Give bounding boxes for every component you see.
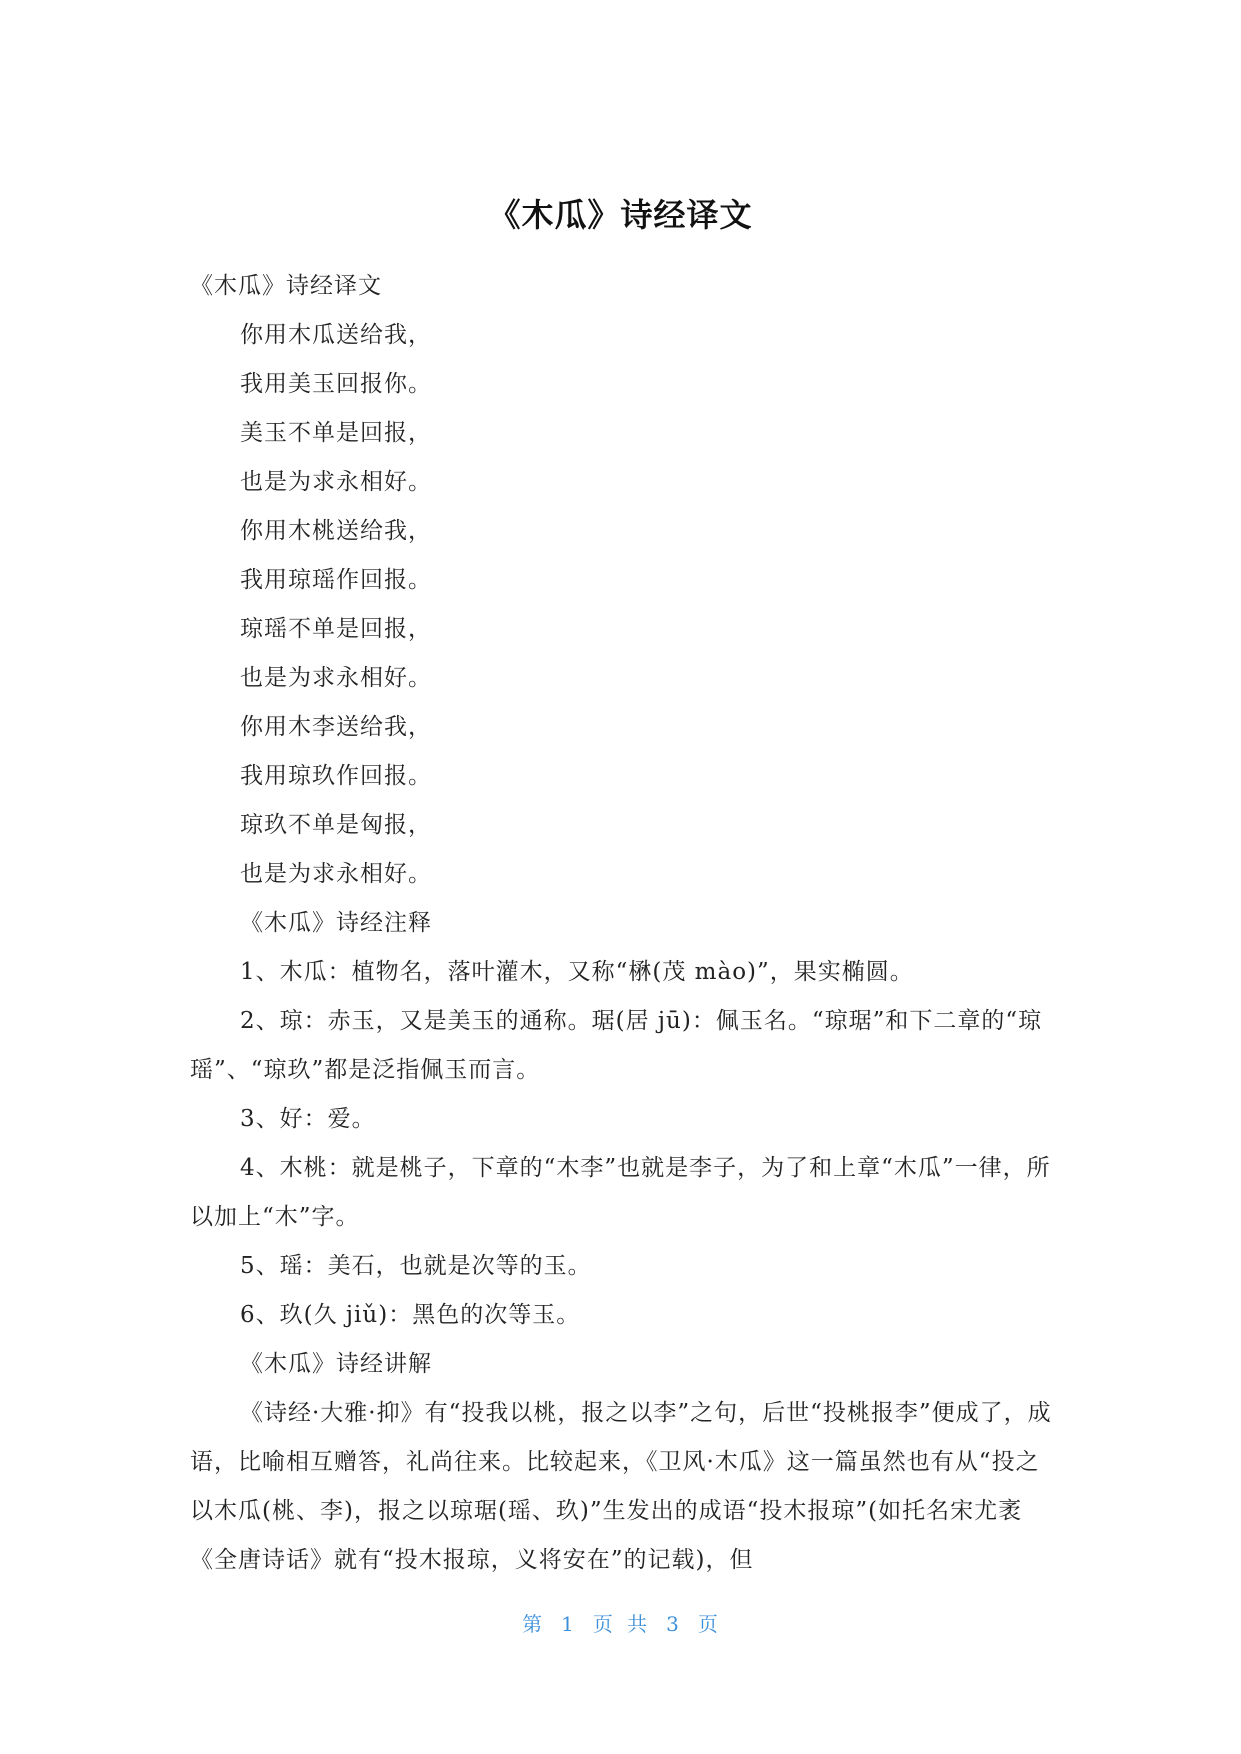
poem-line: 你用木瓜送给我， [240,322,432,348]
notes-heading: 《木瓜》诗经注释 [240,910,432,936]
explain-paragraph: 《诗经·大雅·抑》有“投我以桃，报之以李”之句，后世“投桃报李”便成了，成语，比喻相互赠答，礼尚往来。比较起来，《卫风·木瓜》这一篇虽然也有从“投之以木瓜(桃、李)，报之以琼琚(瑶、玖)”生发出的成语“投木报琼”(如托名宋尤袤《全唐诗话》就有“投木报琼，义将安在”的记载)，但 [190,1400,1052,1573]
poem-line: 我用琼瑶作回报。 [240,567,432,593]
document-body [190,262,1060,1585]
footer-label-page: 第 [522,1612,544,1636]
poem-line: 我用琼玖作回报。 [240,763,432,789]
document-subtitle: 《木瓜》诗经译文 [190,273,382,299]
poem-line: 美玉不单是回报， [240,420,432,446]
poem-line: 也是为求永相好。 [240,861,432,887]
footer-label-of: 页 共 [592,1612,649,1636]
poem-line: 你用木李送给我， [240,714,432,740]
poem-line: 也是为求永相好。 [240,665,432,691]
explain-heading: 《木瓜》诗经讲解 [240,1351,432,1377]
poem-line: 我用美玉回报你。 [240,371,432,397]
poem-line: 琼瑶不单是回报， [240,616,432,642]
note-item: 3、好：爱。 [240,1106,376,1132]
footer-total-pages: 3 [666,1612,680,1636]
poem-line: 琼玖不单是匈报， [240,812,432,838]
footer-current-page: 1 [561,1612,575,1636]
note-item: 5、瑶：美石，也就是次等的玉。 [240,1253,592,1279]
note-item: 6、玖(久 jiǔ)：黑色的次等玉。 [240,1302,581,1328]
poem-line: 也是为求永相好。 [240,469,432,495]
poem-line: 你用木桃送给我， [240,518,432,544]
page-footer [0,1608,1241,1637]
note-item: 4、木桃：就是桃子，下章的“木李”也就是李子，为了和上章“木瓜”一律，所以加上“木”字。 [190,1155,1051,1230]
document-title: 《木瓜》诗经译文 [488,196,753,234]
footer-label-end: 页 [697,1612,719,1636]
note-item: 2、琼：赤玉，又是美玉的通称。琚(居 jū)：佩玉名。“琼琚”和下二章的“琼瑶”、“琼玖”都是泛指佩玉而言。 [190,1008,1043,1083]
note-item: 1、木瓜：植物名，落叶灌木，又称“楙(茂 mào)”，果实椭圆。 [240,959,914,985]
